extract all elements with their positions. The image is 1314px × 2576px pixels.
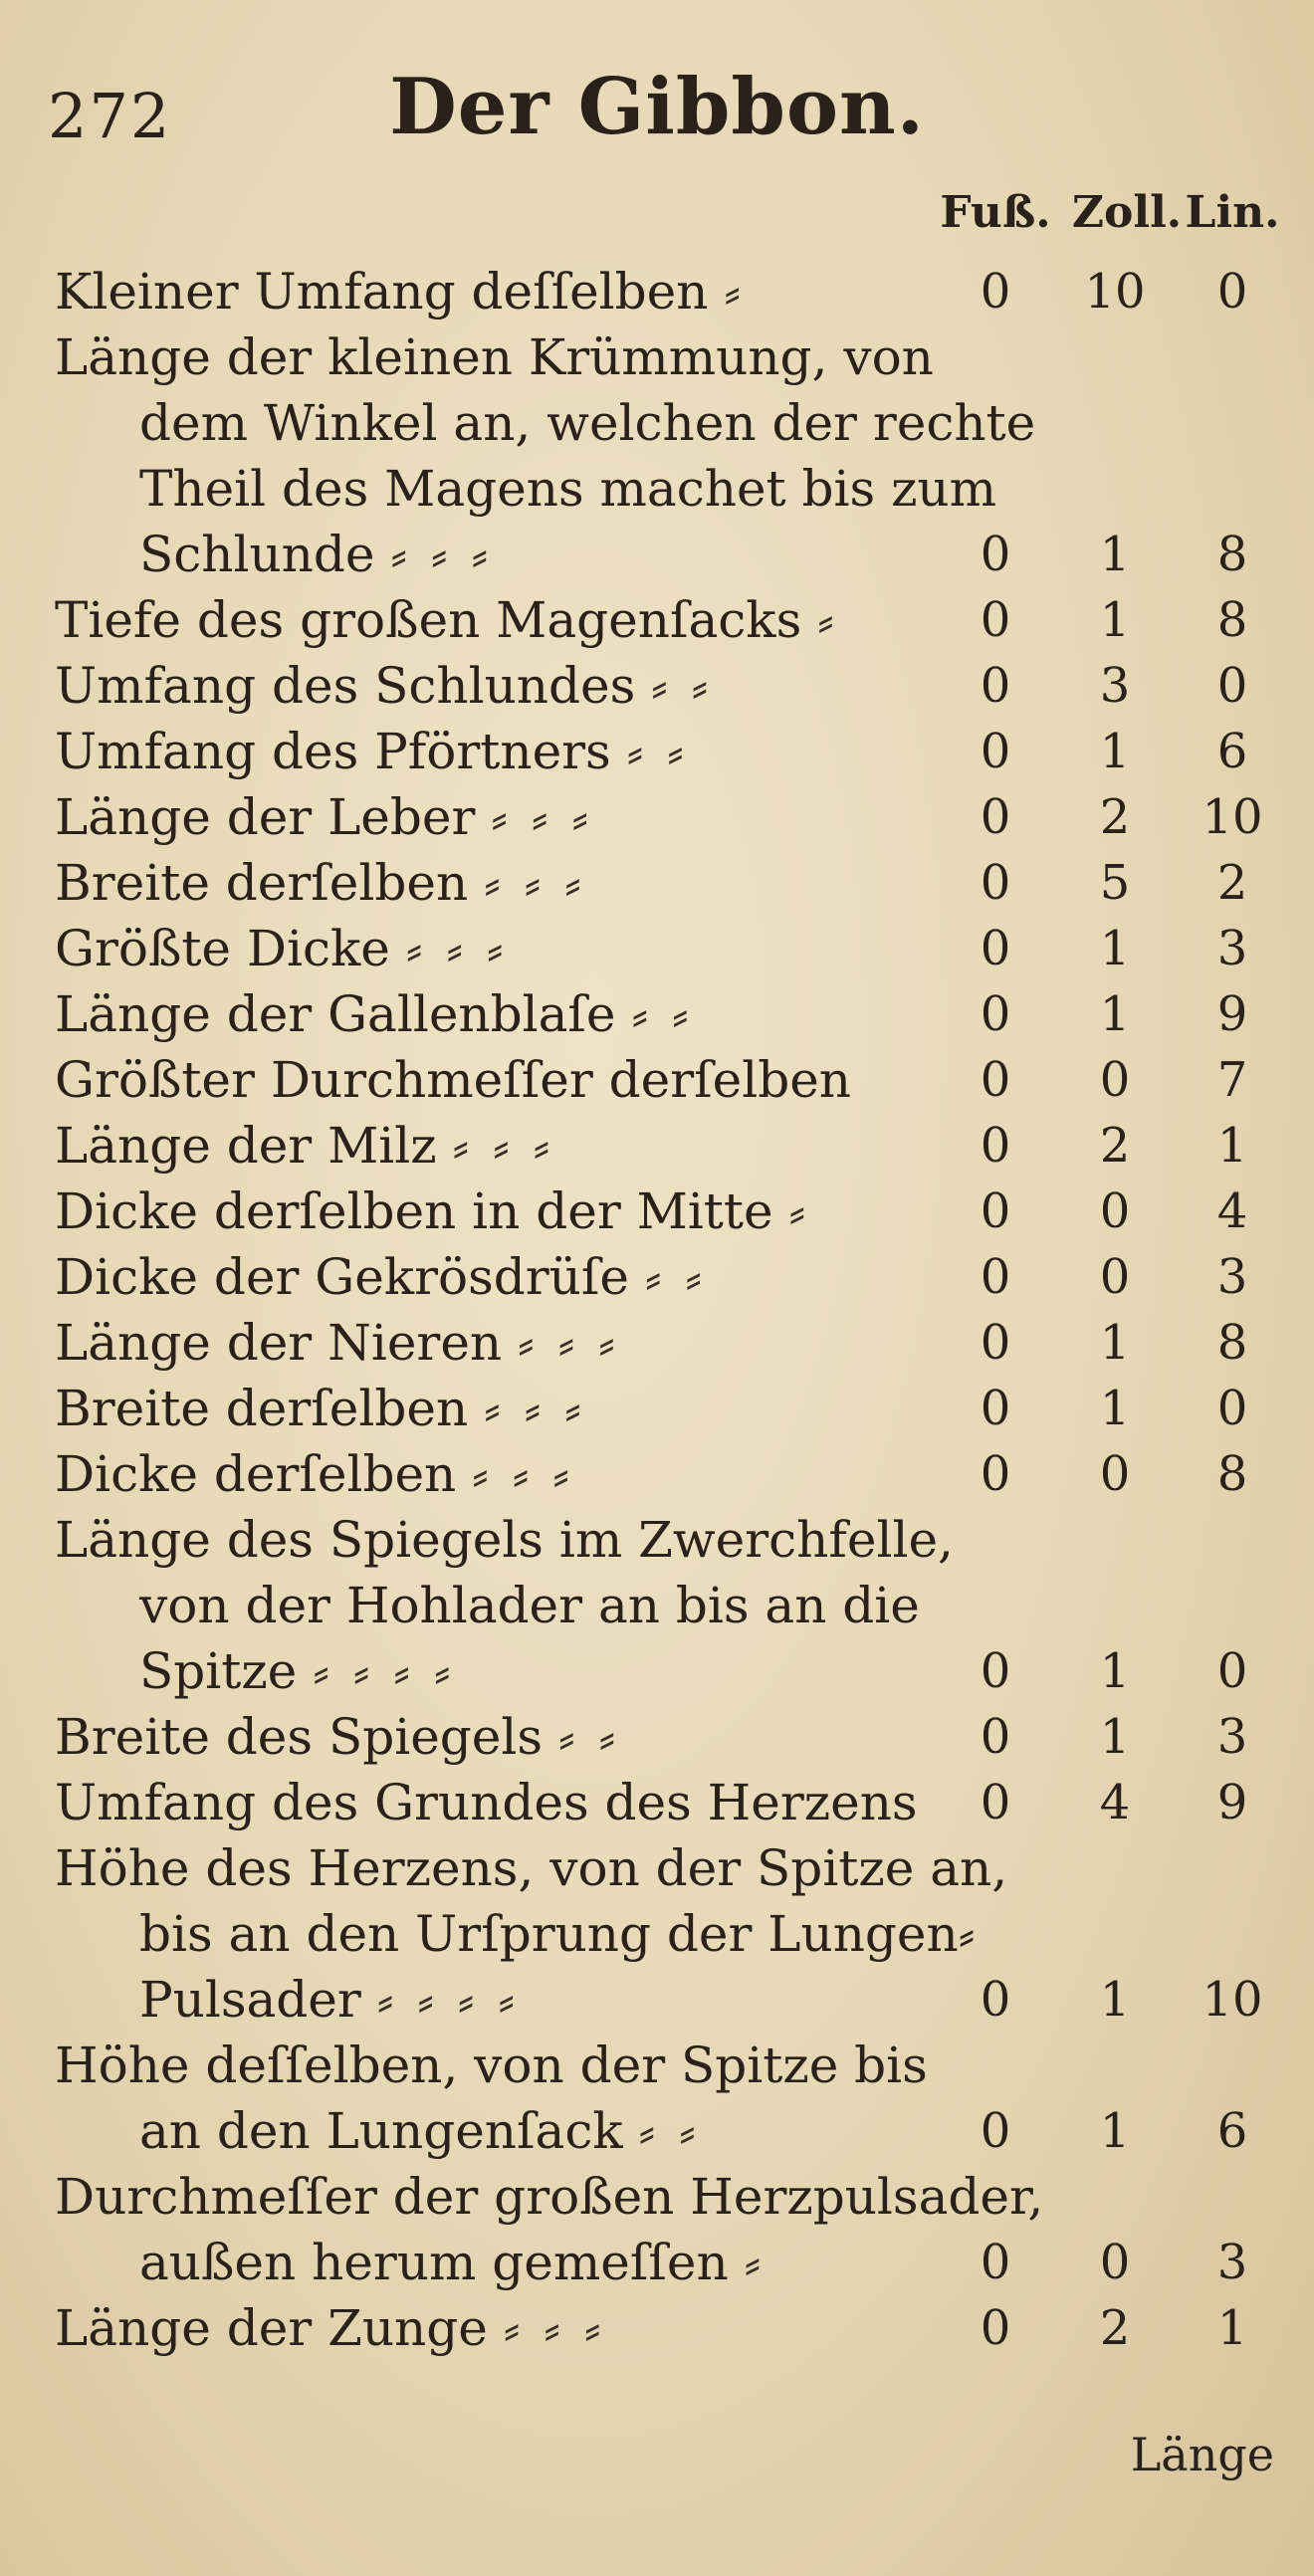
ditto-marks: ⸗ ⸗ ⸗ [472,1445,573,1503]
table-row [0,981,1314,1047]
table-row [0,784,1314,850]
table-row [0,1376,1314,1441]
lines-value: 3 [1216,1709,1248,1765]
table-row [0,2033,1314,2164]
row-label-text: Länge der Leber [55,788,476,846]
inches-value: 0 [1099,1183,1131,1239]
row-label: Höhe deſſelben, von der Spitze bis [55,2037,928,2094]
ditto-marks: ⸗ ⸗ ⸗ [484,854,585,912]
row-label: Höhe des Herzens, von der Spitze an, [55,1839,1008,1897]
inches-value: 10 [1084,264,1146,320]
ditto-marks: ⸗ [817,591,838,649]
row-label-text: Breite derſelben [55,854,469,912]
measurement-table [0,259,1314,2361]
table-row [0,1704,1314,1770]
inches-value: 1 [1099,592,1131,648]
page-title: Der Gibbon. [389,62,925,152]
row-label: dem Winkel an, welchen der rechte [139,394,1036,452]
ditto-marks: ⸗ [744,2234,766,2291]
feet-value: 0 [980,1972,1011,2028]
feet-value: 0 [980,1315,1011,1371]
row-label: Länge der kleinen Krümmung, von [55,328,934,386]
lines-value: 8 [1216,1315,1248,1371]
inches-value: 3 [1099,658,1131,714]
row-label-text: an den Lungenſack [139,2102,623,2160]
row-label-text: Dicke derſelben [55,1445,457,1503]
row-label: Umfang des Grundes des Herzens [55,1774,918,1831]
table-row [0,2295,1314,2361]
table-row [0,1835,1314,2033]
lines-value: 10 [1202,1972,1263,2028]
row-label-text: Spitze [139,1642,298,1700]
ditto-marks: ⸗ ⸗ ⸗ ⸗ [376,1971,520,2029]
row-label-text: Breite des Spiegels [55,1708,544,1766]
table-row [0,1770,1314,1835]
lines-value: 8 [1216,592,1248,648]
table-row [0,850,1314,916]
feet-value: 0 [980,1249,1011,1305]
feet-value: 0 [980,264,1011,320]
column-header-feet: Fuß. [940,187,1051,238]
table-row [0,1047,1314,1113]
row-label-text: Kleiner Umfang deſſelben [55,263,709,321]
feet-value: 0 [980,2103,1011,2159]
inches-value: 1 [1099,527,1131,582]
row-label: Durchmeſſer der großen Herzpulsader, [55,2168,1044,2226]
row-label: Länge des Spiegels im Zwerchfelle, [55,1511,954,1569]
table-row [0,1244,1314,1310]
feet-value: 0 [980,1709,1011,1765]
row-label-text: Dicke derſelben in der Mitte [55,1182,773,1240]
inches-value: 1 [1099,1643,1131,1699]
ditto-marks: ⸗ ⸗ ⸗ [452,1117,554,1175]
feet-value: 0 [980,1643,1011,1699]
row-label-text: Länge der Zunge [55,2299,488,2357]
inches-value: 5 [1099,855,1131,911]
table-row [0,719,1314,784]
table-row [0,1441,1314,1507]
feet-value: 0 [980,527,1011,582]
ditto-marks: ⸗ [724,263,746,321]
lines-value: 8 [1216,1446,1248,1502]
feet-value: 0 [980,921,1011,976]
ditto-marks: ⸗ ⸗ [631,985,693,1043]
lines-value: 0 [1216,1643,1248,1699]
inches-value: 1 [1099,2103,1131,2159]
feet-value: 0 [980,789,1011,845]
row-label-text: Umfang des Schlundes [55,657,636,715]
lines-value: 4 [1216,1183,1248,1239]
lines-value: 8 [1216,527,1248,582]
table-row [0,1507,1314,1704]
inches-value: 2 [1099,1118,1131,1174]
table-row [0,259,1314,324]
feet-value: 0 [980,2235,1011,2290]
ditto-marks: ⸗ ⸗ [644,1248,707,1306]
lines-value: 3 [1216,921,1248,976]
ditto-marks: ⸗ ⸗ ⸗ [484,1380,585,1437]
feet-value: 0 [980,986,1011,1042]
row-label-text: Länge der Gallenblaſe [55,985,616,1043]
table-row [0,916,1314,981]
feet-value: 0 [980,1118,1011,1174]
table-row [0,1179,1314,1244]
inches-value: 1 [1099,986,1131,1042]
inches-value: 1 [1099,724,1131,779]
feet-value: 0 [980,724,1011,779]
inches-value: 1 [1099,1381,1131,1436]
row-label-text: Tiefe des großen Magenſacks [55,591,802,649]
page-header [0,62,1314,161]
inches-value: 2 [1099,789,1131,845]
ditto-marks: ⸗ ⸗ ⸗ ⸗ [313,1642,455,1700]
lines-value: 1 [1216,1118,1248,1174]
row-label: Größter Durchmeſſer derſelben [55,1051,851,1109]
ditto-marks: ⸗ [788,1182,810,1240]
ditto-marks: ⸗ ⸗ [626,723,688,780]
row-label: von der Hohlader an bis an die [139,1577,920,1634]
inches-value: 0 [1099,1052,1131,1108]
table-row [0,324,1314,587]
row-label: Theil des Magens machet bis zum [139,460,997,518]
table-row [0,1113,1314,1179]
feet-value: 0 [980,1775,1011,1830]
inches-value: 1 [1099,1709,1131,1765]
lines-value: 9 [1216,1775,1248,1830]
lines-value: 0 [1216,1381,1248,1436]
ditto-marks: ⸗ ⸗ [557,1708,620,1766]
row-label-text: Größte Dicke [55,920,390,977]
lines-value: 6 [1216,2103,1248,2159]
column-header-lines: Lin. [1185,187,1280,238]
lines-value: 7 [1216,1052,1248,1108]
lines-value: 9 [1216,986,1248,1042]
ditto-marks: ⸗ ⸗ [651,657,713,715]
inches-value: 0 [1099,1249,1131,1305]
column-header-inches: Zoll. [1071,187,1183,238]
table-row [0,653,1314,719]
ditto-marks: ⸗ ⸗ ⸗ [390,526,493,583]
feet-value: 0 [980,2300,1011,2356]
row-label-text: außen herum gemeſſen [139,2234,729,2291]
lines-value: 0 [1216,264,1248,320]
inches-value: 1 [1099,1972,1131,2028]
lines-value: 1 [1216,2300,1248,2356]
row-label-text: Länge der Milz [55,1117,437,1175]
table-row [0,1310,1314,1376]
lines-value: 3 [1216,1249,1248,1305]
ditto-marks: ⸗ ⸗ ⸗ [518,1314,619,1372]
table-row [0,2164,1314,2295]
lines-value: 0 [1216,658,1248,714]
inches-value: 1 [1099,1315,1131,1371]
ditto-marks: ⸗ ⸗ ⸗ [491,788,593,846]
row-label-text: Pulsader [139,1971,361,2029]
feet-value: 0 [980,592,1011,648]
ditto-marks: ⸗ ⸗ [638,2102,700,2160]
inches-value: 1 [1099,921,1131,976]
row-label-text: Schlunde [139,526,375,583]
feet-value: 0 [980,1381,1011,1436]
feet-value: 0 [980,1052,1011,1108]
catchword: Länge [1130,2428,1274,2481]
row-label-text: Dicke der Gekrösdrüſe [55,1248,629,1306]
table-row [0,587,1314,653]
lines-value: 3 [1216,2235,1248,2290]
page-number: 272 [48,80,172,152]
inches-value: 4 [1099,1775,1131,1830]
row-label-text: Umfang des Pförtners [55,723,611,780]
inches-value: 0 [1099,2235,1131,2290]
inches-value: 2 [1099,2300,1131,2356]
lines-value: 10 [1202,789,1263,845]
column-headers [0,187,1314,247]
feet-value: 0 [980,1446,1011,1502]
inches-value: 0 [1099,1446,1131,1502]
row-label: bis an den Urſprung der Lungen⸗ [139,1905,976,1963]
feet-value: 0 [980,658,1011,714]
lines-value: 6 [1216,724,1248,779]
feet-value: 0 [980,855,1011,911]
ditto-marks: ⸗ ⸗ ⸗ [503,2299,605,2357]
row-label-text: Länge der Nieren [55,1314,503,1372]
ditto-marks: ⸗ ⸗ ⸗ [405,920,508,977]
feet-value: 0 [980,1183,1011,1239]
row-label-text: Breite derſelben [55,1380,469,1437]
lines-value: 2 [1216,855,1248,911]
